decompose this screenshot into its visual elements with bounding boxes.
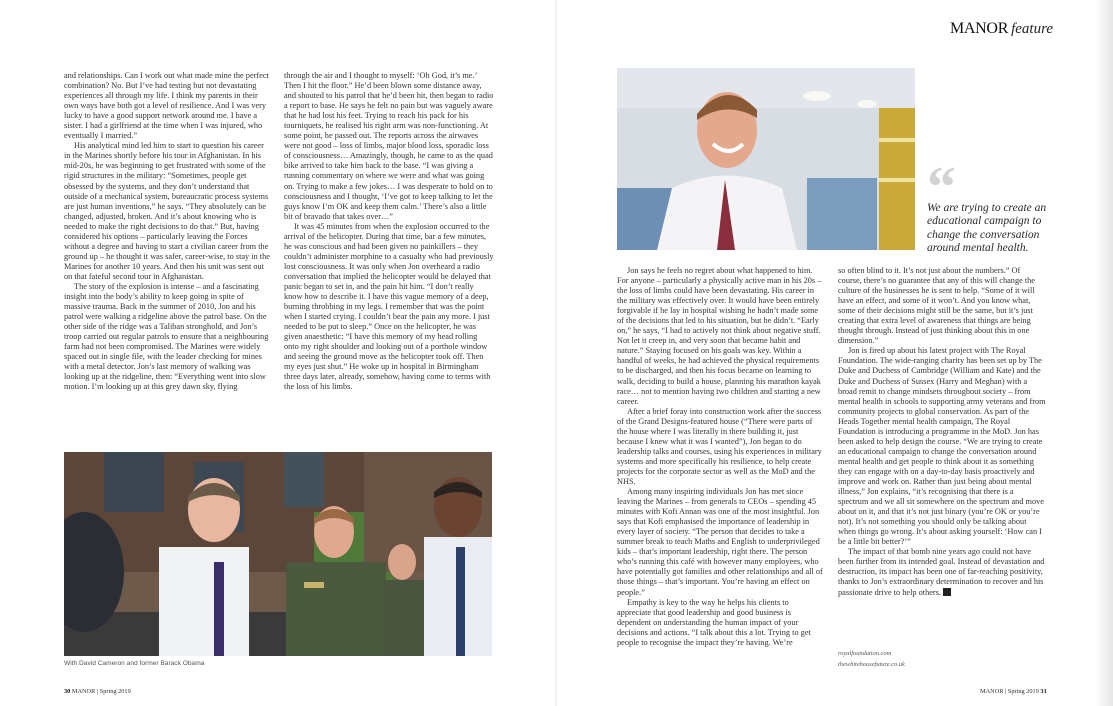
folio-left: 30 MANOR | Spring 2019 [64,688,131,695]
paragraph [838,547,1046,597]
web-credits [838,648,988,670]
folio-issue: Spring 2019 [1007,688,1039,695]
quote-mark-icon: “ [927,154,956,219]
article-column-3 [617,266,823,648]
page-number: 30 [64,688,71,695]
credit-link[interactable]: thewhitehousefuture.co.uk [838,661,905,668]
paragraph: Empathy is key to the way he helps his clients to appreciate that good leadership and good business is dependent on understanding the human impact of your decisions and actions. “I talk about this a lot. Trying to get people to recognise the impact they’re having. We’re [617,597,811,647]
portrait-photo-image [617,68,915,250]
group-photo-image [64,452,492,656]
folio-issue: Spring 2019 [99,688,131,695]
paragraph: so often blind to it. It’s not just about the numbers.” Of course, there’s no guarantee that any of this will change the culture of the businesses he is sent to help. “Some of it will have an effect, and some of it won’t. And you know what, some of their decisions might still be the same, but it’s just creating that extra level of awareness that things are being thought through. Instead of just thinking about this in one dimension.” [838,266,1035,346]
article-column-4 [838,266,1046,598]
paragraph: Among many inspiring individuals Jon has met since leaving the Marines – from generals to CEOs – spending 45 minutes with Kofi Annan was one of the most insightful. Jon says that Kofi emphasised the importance of leadership in every layer of society. “The person that decides to take a summer break to teach Maths and English to underprivileged kids – that’s important leadership, right there. The person who’s running this café with however many employees, who have potentially got families and other relationships and all of those things – that’s important. You’re having an effect on people.” [617,487,823,597]
page-number: 31 [1040,688,1047,695]
portrait-photo [617,68,915,250]
paragraph: Jon is fired up about his latest project with The Royal Foundation. The wide-ranging charity has been set up by The Duke and Duchess of Cambridge (William and Kate) and the Duke and Duchess of Sussex (Harry and Meghan) with a broad remit to change mindsets throughout society – from mental health in schools to supporting army veterans and from community projects to global conservation. As part of the Heads Together mental health campaign, The Royal Foundation is introducing a programme in the MoD. Jon has been asked to help design the course. “We are trying to create an educational campaign to change the conversation around mental health and get people to think about it as something they can engage with on a day-to-day basis proactively and improve and work on. Rather than just being about mental illness,” Jon explains, “it’s recognising that there is a spectrum and we all sit somewhere on the spectrum and move about on it, and that it’s not just binary (you’re OK or you’re not). It’s not something you should only be talking about when things go wrong. It’s about asking yourself: ‘How can I be a little bit better?’” [838,346,1046,547]
paragraph: Jon says he feels no regret about what happened to him. For anyone – particularly a physically active man in his 20s – the loss of limbs could have been devastating. His career in the military was effectively over. It would have been entirely forgivable if he lay in hospital wishing he hadn’t made some of the decisions that led to his situation, but he didn’t. “Early on,” he says, “I had to actively not think about negative stuff. Not let it creep in, and very soon that became habit and nature.” Staying focused on his goals was key. Within a handful of weeks, he had achieved the physical requirements to be discharged, and then his focus became on learning to walk, deciding to build a house, planning his marathon kayak race… not to mention having two children and starting a new career. [617,266,822,406]
credit-link[interactable]: royalfoundation.com [838,650,892,657]
photo-caption: With David Cameron and former Barack Obama [64,660,205,667]
folio-magazine: MANOR [980,688,1004,695]
folio-right: MANOR | Spring 2019 31 [980,688,1047,695]
page-spine [555,0,557,706]
article-column-2 [284,71,494,393]
masthead [950,20,1054,42]
masthead-brand: MANOR [950,20,1009,37]
paragraph: His analytical mind led him to start to question his career in the Marines shortly before his tour in Afghanistan. In his mid-20s, he was beginning to get frustrated with some of the rigid structures in the military: “Sometimes, people get obsessed by the systems, and they don’t understand that outside of a mechanical system, bureaucratic process systems are just human inventions,” he says. “They absolutely can be changed, adjusted, broken. And it’s about knowing who is needed to make the right decisions to do that.” But, having considered his options – particularly leaving the Forces without a degree and having to start a civilian career from the ground up – he thought it was safer, career-wise, to stay in the Marines for another 10 years. And then his unit was sent out on that fateful second tour in Afghanistan. [64,141,270,281]
paragraph: It was 45 minutes from when the explosion occurred to the arrival of the helicopter. During that time, bar a few minutes, he was conscious and had been given no painkillers – they couldn’t administer morphine to a casualty who had previously lost consciousness. It was only when Jon overheard a radio conversation that implied the helicopter would be delayed that panic began to set in, and the pain hit him. “I don’t really know how to describe it. I have this vague memory of a deep, burning throbbing in my legs. I remember that was the point when I started crying. I couldn’t bear the pain any more. I just needed to be put to sleep.” Once on the helicopter, he was given anaesthetic: “I have this memory of my head rolling onto my right shoulder and looking out of a porthole window and seeing the ground move as the helicopter took off. Then my eyes just shut.” He woke up in hospital in Birmingham three days later, already, somehow, having come to terms with the loss of his limbs. [284,221,494,392]
paragraph: After a brief foray into construction work after the success of the Grand Designs-featured house (“There were parts of the house where I was literally in there building it, just because I knew what it was I wanted”), Jon began to do leadership talks and courses, using his experiences in military systems and more specifically his resilience, to help create projects for the corporate sector as well as the MoD and the NHS. [617,406,822,486]
page-edge-shadow [1096,0,1113,706]
paragraph: The story of the explosion is intense – and a fascinating insight into the body’s ability to keep going in spite of massive trauma. Back in the summer of 2010, Jon and his patrol were walking a ridgeline above the patrol base. On the other side of the ridge was a Taliban stronghold, and Jon’s troop carried out regular patrols to ensure that a neighbouring farm had not been compromised. The Marines were widely spaced out in single file, with the leader checking for mines with a metal detector. Jon’s last memory of walking was looking up at the ridgeline, then: “Everything went into slow motion. I’m looking up at this grey dawn sky, flying [64,281,269,392]
group-photo [64,452,492,656]
article-column-1 [64,71,270,393]
paragraph: and relationships. Can I work out what made mine the perfect combination? No. But I’ve had testing but not devastating experiences all through my life. I think my parents in their own ways have both got a level of resilience. And I was very lucky to have a good support network around me. I have a sister. I had a girlfriend at the time when I was injured, who eventually I married.” [64,71,269,141]
closing-paragraph-text: The impact of that bomb nine years ago could not have been further from its intended goal. Instead of devastation and destruction, its impact has been one of far-reaching positivity, thanks to Jon’s extraordinary determination to recover and his passionate drive to help others. [838,547,1045,597]
masthead-section: feature [1011,21,1054,37]
end-mark-icon [943,588,951,596]
paragraph: through the air and I thought to myself: ‘Oh God, it’s me.’ Then I hit the floor.” He’d been blown some distance away, and shouted to his patrol that he’d been hit, then began to radio a report to base. He says he felt no pain but was vaguely aware that he had lost his feet. Trying to reach his pack for his tourniquets, he realised his right arm was non-functioning. At some point, he passed out. The reports across the airwaves were not good – loss of limbs, major blood loss, sporadic loss of consciousness… Amazingly, though, he came to as the quad bike arrived to take him back to the base. “I was giving a running commentary on where we were and what was going on. Trying to make a few jokes… I was desperate to hold on to consciousness and I thought, ‘I’ve got to keep talking to let the guys know I’m OK and keep them calm.’ There’s also a little bit of bravado that takes over…” [284,71,494,221]
folio-magazine: MANOR [71,688,96,695]
pull-quote: We are trying to create an educational campaign to change the conversation around mental health. [927,202,1047,255]
